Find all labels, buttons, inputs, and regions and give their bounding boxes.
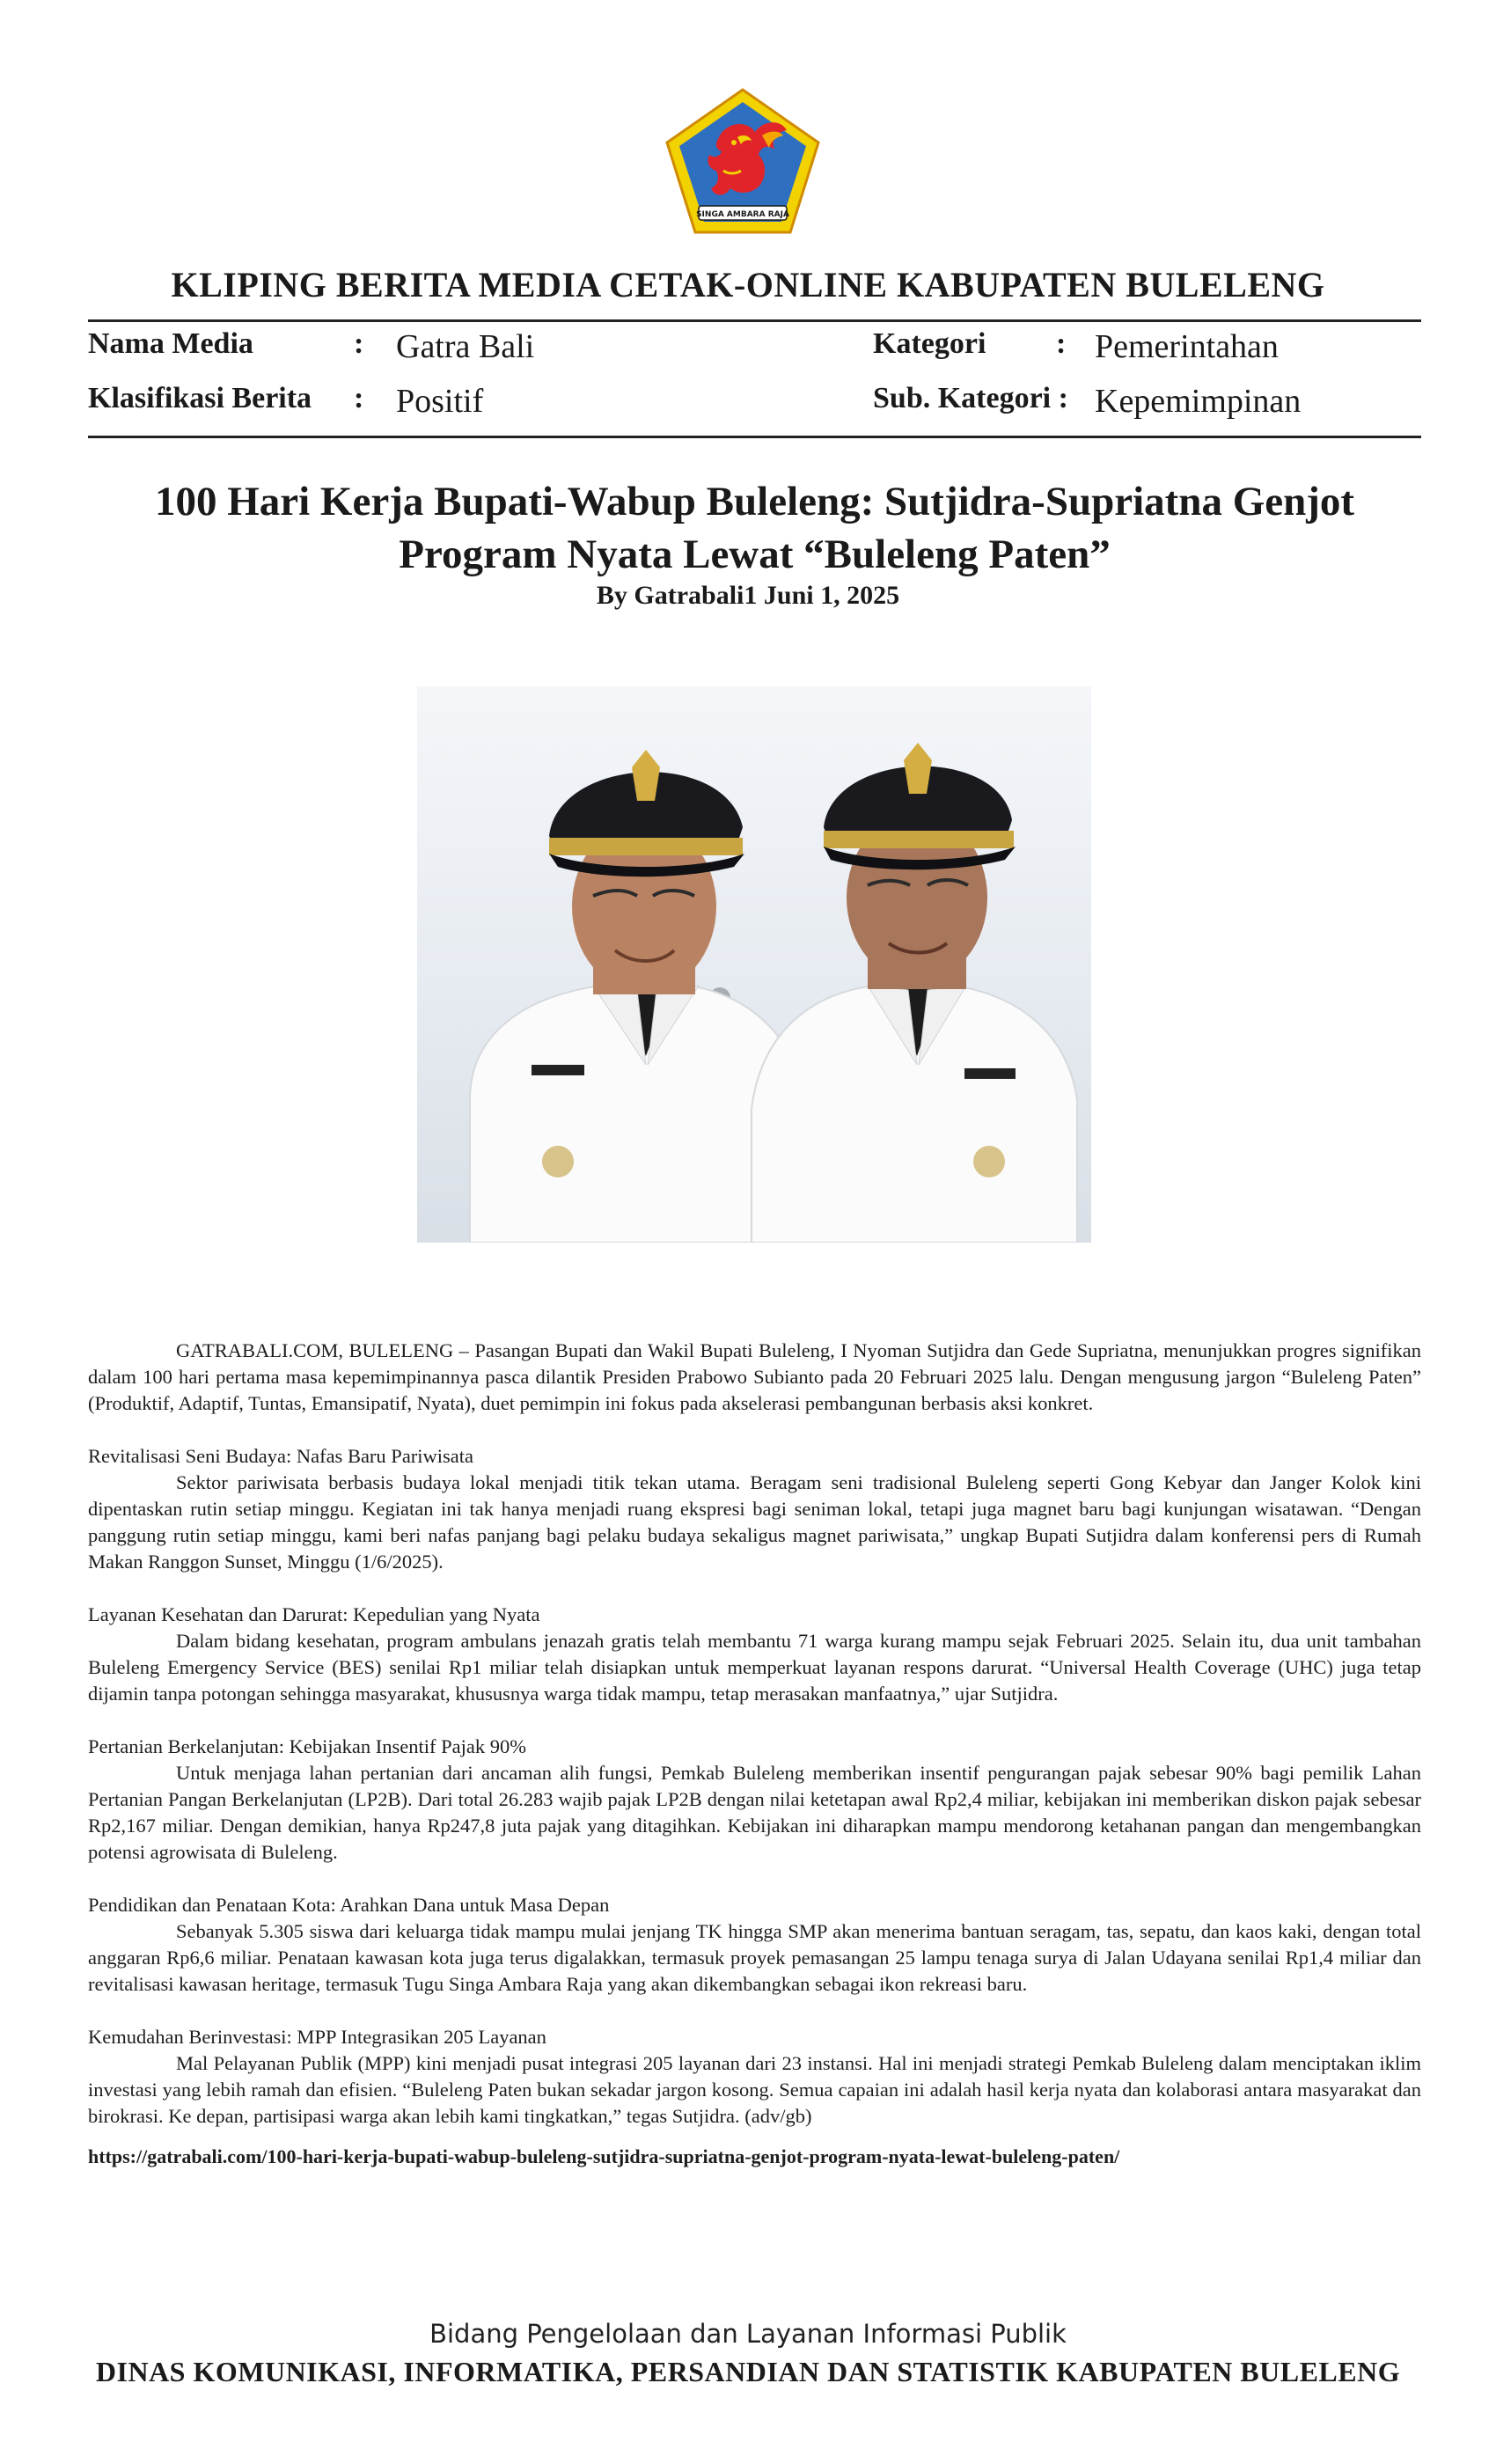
nama-media-colon: : (354, 327, 364, 360)
source-url-link[interactable]: https://gatrabali.com/100-hari-kerja-bupati-wabup-buleleng-sutjidra-supriatna-genjot-program-nyata-lewat-buleleng-paten/ (88, 2145, 1120, 2167)
section-heading: Pendidikan dan Penataan Kota: Arahkan Dana untuk Masa Depan (88, 1894, 610, 1916)
kategori-colon: : (1056, 327, 1067, 360)
section-text: Untuk menjaga lahan pertanian dari ancaman alih fungsi, Pemkab Buleleng memberikan insentif pengurangan pajak sebesar 90% bagi pemilik Lahan Pertanian Pangan Berkelanjutan (LP2B). Dari total 26.283 wajib pajak LP2B dengan nilai ketetapan awal Rp2,4 miliar, kebijakan ini memberikan diskon pajak sebesar Rp2,167 miliar. Dengan demikian, hanya Rp247,8 juta pajak yang ditagihkan. Kebijakan ini diharapkan mampu mendorong ketahanan pangan dan mengembangkan potensi agrowisata di Buleleng. (88, 1762, 1421, 1863)
singa-ambara-raja-emblem-icon (664, 86, 822, 236)
two-officials-in-white-uniform-photo (417, 686, 1091, 1243)
section-text: Sebanyak 5.305 siswa dari keluarga tidak mampu mulai jenjang TK hingga SMP akan menerima bantuan seragam, tas, sepatu, dan kaos kaki, dengan total anggaran Rp6,6 miliar. Penataan kawasan kota juga terus digalakkan, termasuk proyek pemasangan 25 lampu tenaga surya di Jalan Udayana senilai Rp1,4 miliar dan revitalisasi kawasan heritage, termasuk Tugu Singa Ambara Raja yang akan dikembangkan sebagai ikon rekreasi baru. (88, 1920, 1421, 1995)
sub-kategori-value: Kepemimpinan (1095, 383, 1302, 420)
headline-line-1: 100 Hari Kerja Bupati-Wabup Buleleng: Sutjidra-Supriatna Genjot (154, 479, 1355, 524)
sub-kategori-label: Sub. Kategori : (873, 382, 1068, 414)
article-byline: By Gatrabali1 Juni 1, 2025 (596, 581, 900, 610)
top-divider (88, 319, 1421, 322)
footer-division: Bidang Pengelolaan dan Layanan Informasi Publik (429, 2319, 1067, 2349)
headline-line-2: Program Nyata Lewat “Buleleng Paten” (399, 532, 1111, 577)
section-heading: Layanan Kesehatan dan Darurat: Kepedulian yang Nyata (88, 1603, 540, 1625)
nama-media-value: Gatra Bali (396, 328, 535, 365)
klasifikasi-value: Positif (396, 383, 484, 420)
section-heading: Kemudahan Berinvestasi: MPP Integrasikan 205 Layanan (88, 2026, 546, 2048)
nama-media-label: Nama Media (88, 327, 253, 360)
logo-ribbon-text: SINGA AMBARA RAJA (696, 210, 789, 219)
document-title: KLIPING BERITA MEDIA CETAK-ONLINE KABUPATEN BULELENG (171, 265, 1325, 304)
section-heading: Pertanian Berkelanjutan: Kebijakan Insentif Pajak 90% (88, 1735, 526, 1757)
section-text: Mal Pelayanan Publik (MPP) kini menjadi pusat integrasi 205 layanan dari 23 instansi. Hal ini menjadi strategi Pemkab Buleleng dalam menciptakan iklim investasi yang lebih ramah dan efisien. “Buleleng Paten bukan sekadar jargon kosong. Semua capaian ini adalah hasil kerja nyata dan kolaborasi antara masyarakat dan birokrasi. Ke depan, partisipasi warga akan lebih kami tingkatkan,” tegas Sutjidra. (adv/gb) (88, 2052, 1421, 2127)
kategori-label: Kategori (873, 327, 986, 360)
article-headline (88, 475, 1421, 581)
article-body (88, 1338, 1421, 2170)
bottom-divider (88, 436, 1421, 438)
section-text: Sektor pariwisata berbasis budaya lokal menjadi titik tekan utama. Beragam seni tradisional Buleleng seperti Gong Kebyar dan Janger Kolok kini dipentaskan rutin setiap minggu. Kegiatan ini tak hanya menjadi ruang ekspresi bagi seniman lokal, tetapi juga magnet baru bagi kunjungan wisatawan. “Dengan panggung rutin setiap minggu, kami beri nafas panjang bagi pelaku budaya sekaligus magnet pariwisata,” ungkap Bupati Sutjidra dalam konferensi pers di Rumah Makan Ranggon Sunset, Minggu (1/6/2025). (88, 1471, 1421, 1573)
kategori-value: Pemerintahan (1095, 328, 1279, 365)
article-intro: GATRABALI.COM, BULELENG – Pasangan Bupati dan Wakil Bupati Buleleng, I Nyoman Sutjidra dan Gede Supriatna, menunjukkan progres signifikan dalam 100 hari pertama masa kepemimpinannya pasca dilantik Presiden Prabowo Subianto pada 20 Februari 2025 lalu. Dengan mengusung jargon “Buleleng Paten” (Produktif, Adaptif, Tuntas, Emansipatif, Nyata), duet pemimpin ini fokus pada akselerasi pembangunan berbasis aksi konkret. (88, 1339, 1421, 1414)
klasifikasi-colon: : (354, 382, 364, 414)
section-text: Dalam bidang kesehatan, program ambulans jenazah gratis telah membantu 71 warga kurang mampu sejak Februari 2025. Selain itu, dua unit tambahan Buleleng Emergency Service (BES) senilai Rp1 miliar telah disiapkan untuk memperkuat layanan respons darurat. “Universal Health Coverage (UHC) juga tetap dijamin tanpa potongan sehingga masyarakat, khususnya warga tidak mampu, tetap merasakan manfaatnya,” ujar Sutjidra. (88, 1630, 1421, 1705)
section-heading: Revitalisasi Seni Budaya: Nafas Baru Pariwisata (88, 1445, 474, 1467)
footer-agency: DINAS KOMUNIKASI, INFORMATIKA, PERSANDIAN DAN STATISTIK KABUPATEN BULELENG (95, 2356, 1401, 2387)
klasifikasi-label: Klasifikasi Berita (88, 382, 312, 414)
